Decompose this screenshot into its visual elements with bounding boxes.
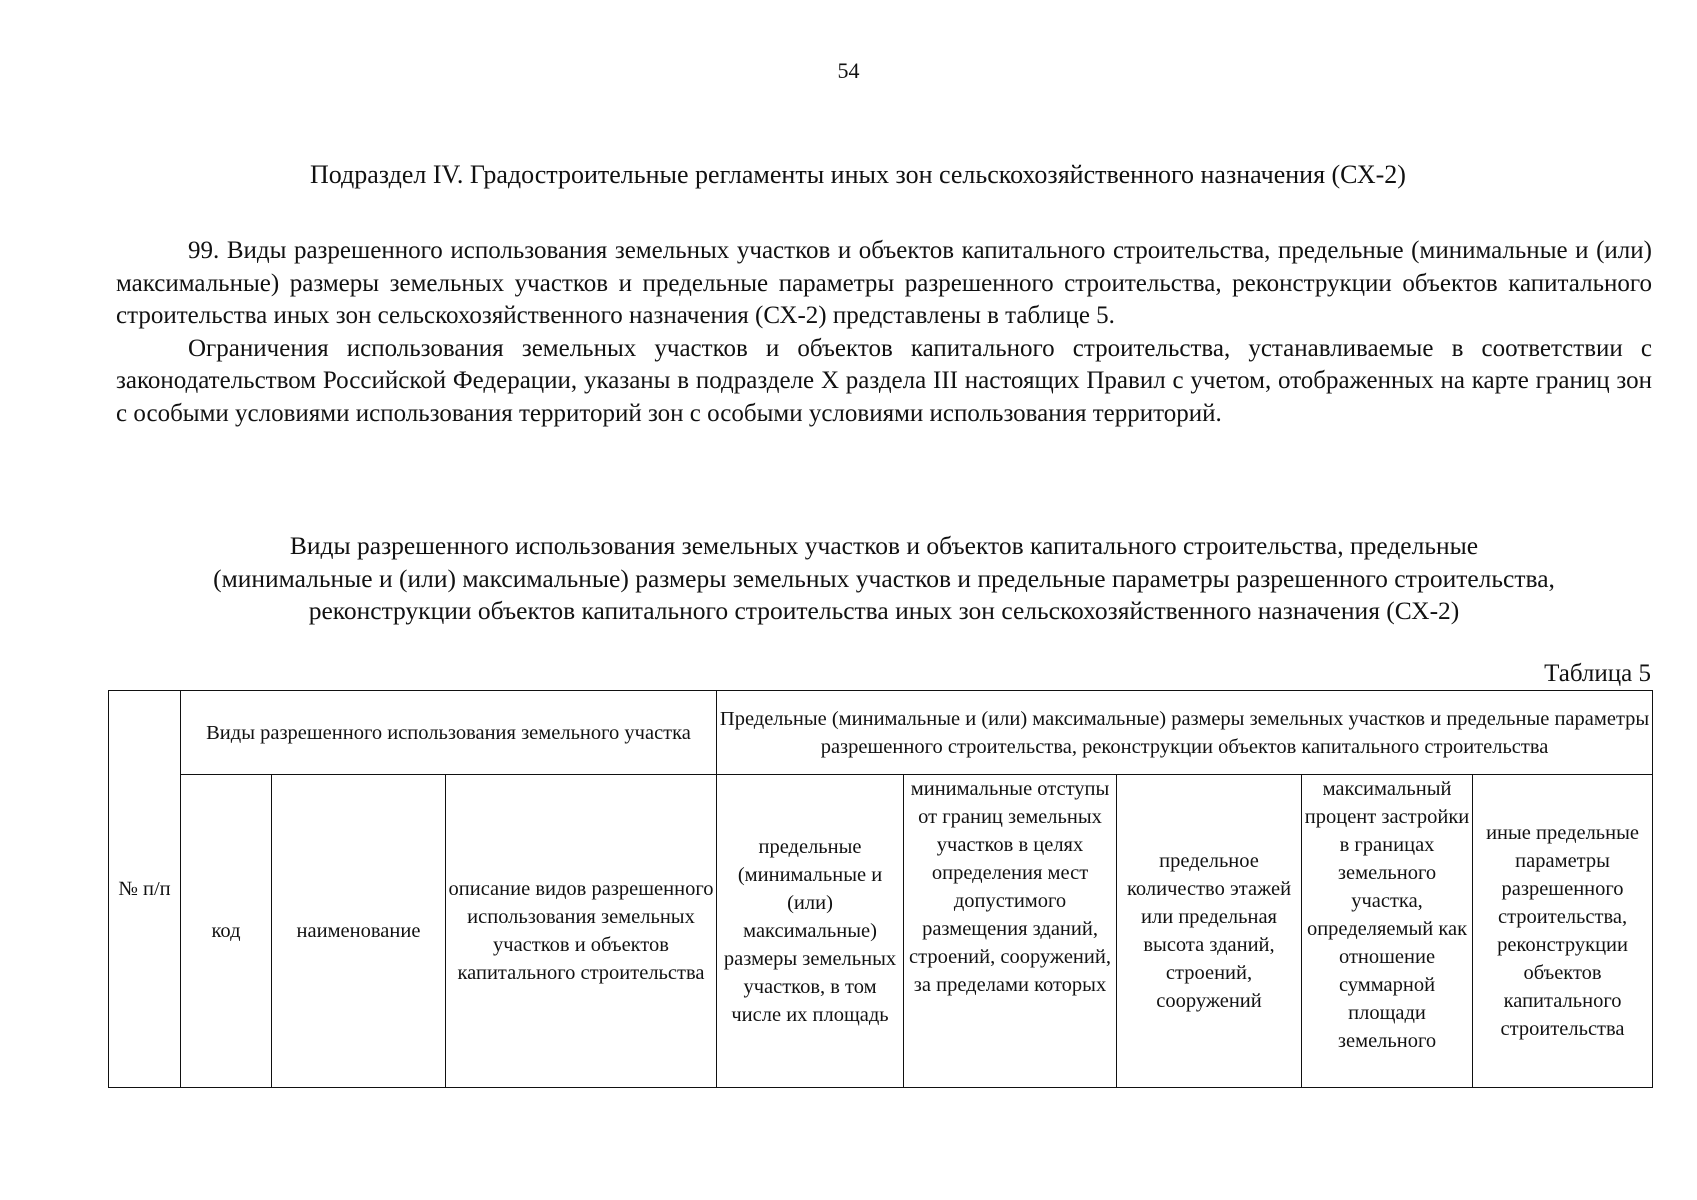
header-number — [109, 691, 181, 1088]
table-caption-line: (минимальные и (или) максимальные) размеры земельных участков и предельные параметры разрешенного строительства, — [213, 563, 1555, 593]
header-code: код — [181, 775, 272, 1088]
subsection-title: Подраздел IV. Градостроительные регламенты иных зон сельскохозяйственного назначения (СХ-2) — [310, 160, 1406, 189]
header-group-limits: Предельные (минимальные и (или) максимальные) размеры земельных участков и предельные параметры разрешенного строительства, реконструкции объектов капитального строительства — [717, 691, 1653, 775]
header-other: иные предельные параметры разрешенного строительства, реконструкции объектов капитального строительства — [1473, 775, 1653, 1088]
body-text — [116, 235, 1652, 430]
regulations-table — [108, 690, 1653, 1088]
table-caption-line: Виды разрешенного использования земельных участков и объектов капитального строительства, предельные — [289, 531, 1479, 560]
header-setbacks — [904, 775, 1117, 1088]
paragraph-restrictions: Ограничения использования земельных участков и объектов капитального строительства, устанавливаемые в соответствии с законодательством Российской Федерации, указаны в подразделе X раздела III настоящих Правил с учетом, отображенных на карте границ зон с особыми условиями использования территорий зон с особыми условиями использования территорий. — [116, 334, 1652, 427]
page-number: 54 — [837, 58, 860, 83]
table-caption-line: реконструкции объектов капитального строительства иных зон сельскохозяйственного назначения (СХ-2) — [308, 596, 1460, 625]
table-label: Таблица 5 — [1544, 660, 1651, 687]
header-group-uses: Виды разрешенного использования земельного участка — [181, 691, 717, 775]
header-coverage-text: максимальный процент застройки в границах земельного участка, определяемый как отношение суммарной площади земельного — [1304, 778, 1470, 1052]
header-name: наименование — [272, 775, 446, 1088]
header-number-label: № п/п — [118, 878, 171, 900]
table-caption — [116, 530, 1652, 628]
header-description: описание видов разрешенного использования земельных участков и объектов капитального строительства — [446, 775, 717, 1088]
header-sizes: предельные (минимальные и (или) максимальные) размеры земельных участков, в том числе их площадь — [717, 775, 904, 1088]
header-setbacks-text: минимальные отступы от границ земельных участков в целях определения мест допустимого размещения зданий, строений, сооружений, за пределами которых — [909, 778, 1111, 996]
header-coverage — [1302, 775, 1473, 1088]
paragraph-99: 99. Виды разрешенного использования земельных участков и объектов капитального строительства, предельные (минимальные и (или) максимальные) размеры земельных участков и предельные параметры разрешенного строительства, реконструкции объектов капитального строительства иных зон сельскохозяйственного назначения (СХ-2) представлены в таблице 5. — [116, 237, 1652, 329]
header-floors: предельное количество этажей или предельная высота зданий, строений, сооружений — [1117, 775, 1302, 1088]
